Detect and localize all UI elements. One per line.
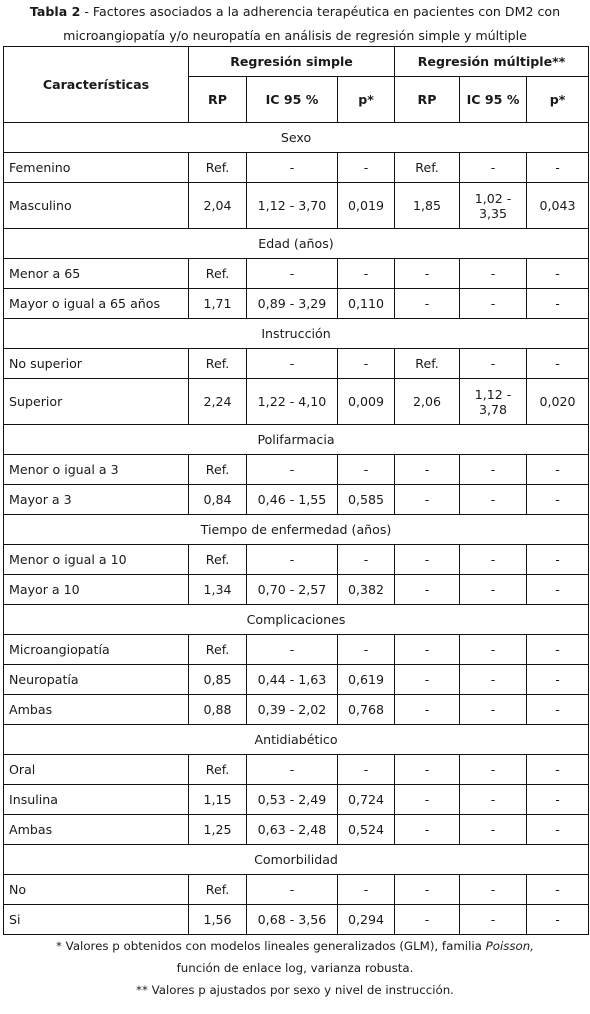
cell-ic-m: -: [460, 545, 527, 575]
cell-ic: 0,46 - 1,55: [247, 485, 338, 515]
cell-p-m: -: [527, 289, 589, 319]
simple-regression-header: Regresión simple: [189, 47, 395, 77]
cell-p: -: [338, 635, 395, 665]
table-row: [4, 153, 589, 183]
cell-ic-m: -: [460, 635, 527, 665]
cell-p: 0,110: [338, 289, 395, 319]
cell-p: -: [338, 349, 395, 379]
footnote-link: función de enlace log, varianza robusta.: [176, 961, 414, 975]
cell-rp: Ref.: [189, 635, 247, 665]
cell-p-m: -: [527, 485, 589, 515]
table-row: [4, 755, 589, 785]
section-row: [4, 229, 589, 259]
cell-ic-m: -: [460, 485, 527, 515]
table-row: [4, 183, 589, 229]
p-multiple-header: p*: [527, 77, 589, 123]
section-row: [4, 605, 589, 635]
row-label: Menor a 65: [4, 259, 189, 289]
cell-p: -: [338, 755, 395, 785]
cell-rp: 2,24: [189, 379, 247, 425]
table-row: [4, 665, 589, 695]
multiple-regression-header: Regresión múltiple**: [395, 47, 589, 77]
table-row: [4, 349, 589, 379]
cell-p: -: [338, 545, 395, 575]
cell-p: 0,619: [338, 665, 395, 695]
cell-rp-m: -: [395, 635, 460, 665]
cell-ic: 0,70 - 2,57: [247, 575, 338, 605]
cell-p: -: [338, 455, 395, 485]
cell-p-m: -: [527, 349, 589, 379]
table-row: [4, 485, 589, 515]
row-label: Oral: [4, 755, 189, 785]
row-label: Menor o igual a 3: [4, 455, 189, 485]
cell-rp-m: Ref.: [395, 153, 460, 183]
cell-rp: 1,25: [189, 815, 247, 845]
section-title: Complicaciones: [4, 605, 589, 635]
cell-ic: 1,22 - 4,10: [247, 379, 338, 425]
cell-p-m: -: [527, 635, 589, 665]
row-label: Mayor a 10: [4, 575, 189, 605]
cell-ic: -: [247, 153, 338, 183]
section-title: Edad (años): [4, 229, 589, 259]
cell-rp-m: 2,06: [395, 379, 460, 425]
row-label: Femenino: [4, 153, 189, 183]
footnote-glm-text: * Valores p obtenidos con modelos lineales generalizados (GLM), familia: [56, 939, 486, 953]
footnote-adjusted: ** Valores p ajustados por sexo y nivel de instrucción.: [136, 983, 454, 997]
cell-p: -: [338, 153, 395, 183]
cell-ic-m: -: [460, 815, 527, 845]
cell-p: 0,294: [338, 905, 395, 935]
footnote-glm: [0, 935, 590, 957]
section-row: [4, 725, 589, 755]
cell-ic-m: 1,12 - 3,78: [460, 379, 527, 425]
section-row: [4, 319, 589, 349]
table-row: [4, 455, 589, 485]
cell-p-m: -: [527, 665, 589, 695]
cell-p-m: -: [527, 815, 589, 845]
cell-rp-m: -: [395, 875, 460, 905]
cell-rp: Ref.: [189, 349, 247, 379]
cell-p-m: -: [527, 785, 589, 815]
cell-rp-m: -: [395, 695, 460, 725]
table-row: [4, 379, 589, 425]
cell-p: 0,768: [338, 695, 395, 725]
caption-text: - Factores asociados a la adherencia terapéutica en pacientes con DM2 con microangiopatía y/o neuropatía en análisis de regresión simple y múltiple: [63, 4, 561, 43]
cell-p-m: -: [527, 545, 589, 575]
table-row: [4, 875, 589, 905]
cell-p: 0,585: [338, 485, 395, 515]
section-title: Antidiabético: [4, 725, 589, 755]
cell-rp-m: -: [395, 575, 460, 605]
cell-p-m: -: [527, 755, 589, 785]
cell-ic-m: -: [460, 905, 527, 935]
row-label: Microangiopatía: [4, 635, 189, 665]
table-body: [4, 123, 589, 935]
cell-ic: 0,53 - 2,49: [247, 785, 338, 815]
rp-header: RP: [189, 77, 247, 123]
cell-p-m: 0,043: [527, 183, 589, 229]
cell-ic-m: -: [460, 289, 527, 319]
cell-ic-m: -: [460, 755, 527, 785]
section-title: Comorbilidad: [4, 845, 589, 875]
cell-rp-m: -: [395, 905, 460, 935]
footnote-poisson: Poisson,: [485, 939, 534, 953]
cell-rp: 2,04: [189, 183, 247, 229]
row-label: Mayor a 3: [4, 485, 189, 515]
row-label: Neuropatía: [4, 665, 189, 695]
ic-header: IC 95 %: [247, 77, 338, 123]
row-label: Ambas: [4, 695, 189, 725]
cell-ic: -: [247, 755, 338, 785]
ic-multiple-header: IC 95 %: [460, 77, 527, 123]
table-row: [4, 785, 589, 815]
cell-ic: -: [247, 259, 338, 289]
cell-rp: 0,88: [189, 695, 247, 725]
table-caption: [0, 0, 590, 46]
cell-rp-m: -: [395, 289, 460, 319]
cell-ic: 0,39 - 2,02: [247, 695, 338, 725]
cell-p: 0,009: [338, 379, 395, 425]
cell-ic: 0,63 - 2,48: [247, 815, 338, 845]
caption-label: Tabla 2: [29, 4, 81, 19]
cell-ic-m: -: [460, 575, 527, 605]
table-row: [4, 905, 589, 935]
footnotes: [0, 935, 590, 1001]
cell-p-m: -: [527, 259, 589, 289]
cell-ic: 0,89 - 3,29: [247, 289, 338, 319]
cell-rp: Ref.: [189, 259, 247, 289]
cell-rp-m: -: [395, 545, 460, 575]
cell-ic: -: [247, 455, 338, 485]
cell-ic: 0,68 - 3,56: [247, 905, 338, 935]
cell-rp-m: -: [395, 259, 460, 289]
row-label: Mayor o igual a 65 años: [4, 289, 189, 319]
cell-ic-m: 1,02 - 3,35: [460, 183, 527, 229]
section-row: [4, 123, 589, 153]
cell-rp-m: -: [395, 455, 460, 485]
cell-p: -: [338, 875, 395, 905]
cell-rp-m: -: [395, 665, 460, 695]
row-label: Menor o igual a 10: [4, 545, 189, 575]
cell-rp-m: -: [395, 485, 460, 515]
table-row: [4, 815, 589, 845]
cell-p-m: -: [527, 695, 589, 725]
cell-ic-m: -: [460, 153, 527, 183]
cell-p-m: 0,020: [527, 379, 589, 425]
cell-p-m: -: [527, 905, 589, 935]
characteristics-header: Características: [4, 47, 189, 123]
row-label: Si: [4, 905, 189, 935]
cell-rp: 1,71: [189, 289, 247, 319]
cell-rp-m: -: [395, 815, 460, 845]
section-row: [4, 515, 589, 545]
cell-p-m: -: [527, 575, 589, 605]
row-label: Ambas: [4, 815, 189, 845]
cell-ic: -: [247, 349, 338, 379]
section-row: [4, 425, 589, 455]
cell-rp: Ref.: [189, 545, 247, 575]
cell-rp-m: 1,85: [395, 183, 460, 229]
cell-ic-m: -: [460, 259, 527, 289]
cell-rp: 1,15: [189, 785, 247, 815]
cell-ic: -: [247, 635, 338, 665]
section-row: [4, 845, 589, 875]
cell-p: 0,524: [338, 815, 395, 845]
table-row: [4, 575, 589, 605]
cell-rp: Ref.: [189, 153, 247, 183]
row-label: Insulina: [4, 785, 189, 815]
section-title: Instrucción: [4, 319, 589, 349]
row-label: Masculino: [4, 183, 189, 229]
cell-p-m: -: [527, 153, 589, 183]
cell-ic: -: [247, 545, 338, 575]
cell-ic-m: -: [460, 695, 527, 725]
cell-ic-m: -: [460, 455, 527, 485]
cell-ic: -: [247, 875, 338, 905]
section-title: Sexo: [4, 123, 589, 153]
row-label: No: [4, 875, 189, 905]
cell-rp-m: Ref.: [395, 349, 460, 379]
cell-rp: 0,85: [189, 665, 247, 695]
section-title: Polifarmacia: [4, 425, 589, 455]
cell-p: 0,019: [338, 183, 395, 229]
row-label: No superior: [4, 349, 189, 379]
cell-rp: 1,56: [189, 905, 247, 935]
p-header: p*: [338, 77, 395, 123]
cell-p-m: -: [527, 455, 589, 485]
cell-p-m: -: [527, 875, 589, 905]
cell-p: 0,382: [338, 575, 395, 605]
cell-ic-m: -: [460, 785, 527, 815]
rp-multiple-header: RP: [395, 77, 460, 123]
cell-ic-m: -: [460, 349, 527, 379]
table-row: [4, 545, 589, 575]
cell-rp: 1,34: [189, 575, 247, 605]
cell-ic: 0,44 - 1,63: [247, 665, 338, 695]
cell-rp: Ref.: [189, 455, 247, 485]
table-row: [4, 289, 589, 319]
results-table: [3, 46, 589, 935]
table-row: [4, 635, 589, 665]
cell-ic-m: -: [460, 875, 527, 905]
cell-rp: Ref.: [189, 875, 247, 905]
cell-ic-m: -: [460, 665, 527, 695]
cell-rp: 0,84: [189, 485, 247, 515]
cell-rp: Ref.: [189, 755, 247, 785]
table-row: [4, 695, 589, 725]
cell-rp-m: -: [395, 785, 460, 815]
cell-p: -: [338, 259, 395, 289]
cell-p: 0,724: [338, 785, 395, 815]
table-row: [4, 259, 589, 289]
row-label: Superior: [4, 379, 189, 425]
section-title: Tiempo de enfermedad (años): [4, 515, 589, 545]
cell-ic: 1,12 - 3,70: [247, 183, 338, 229]
cell-rp-m: -: [395, 755, 460, 785]
